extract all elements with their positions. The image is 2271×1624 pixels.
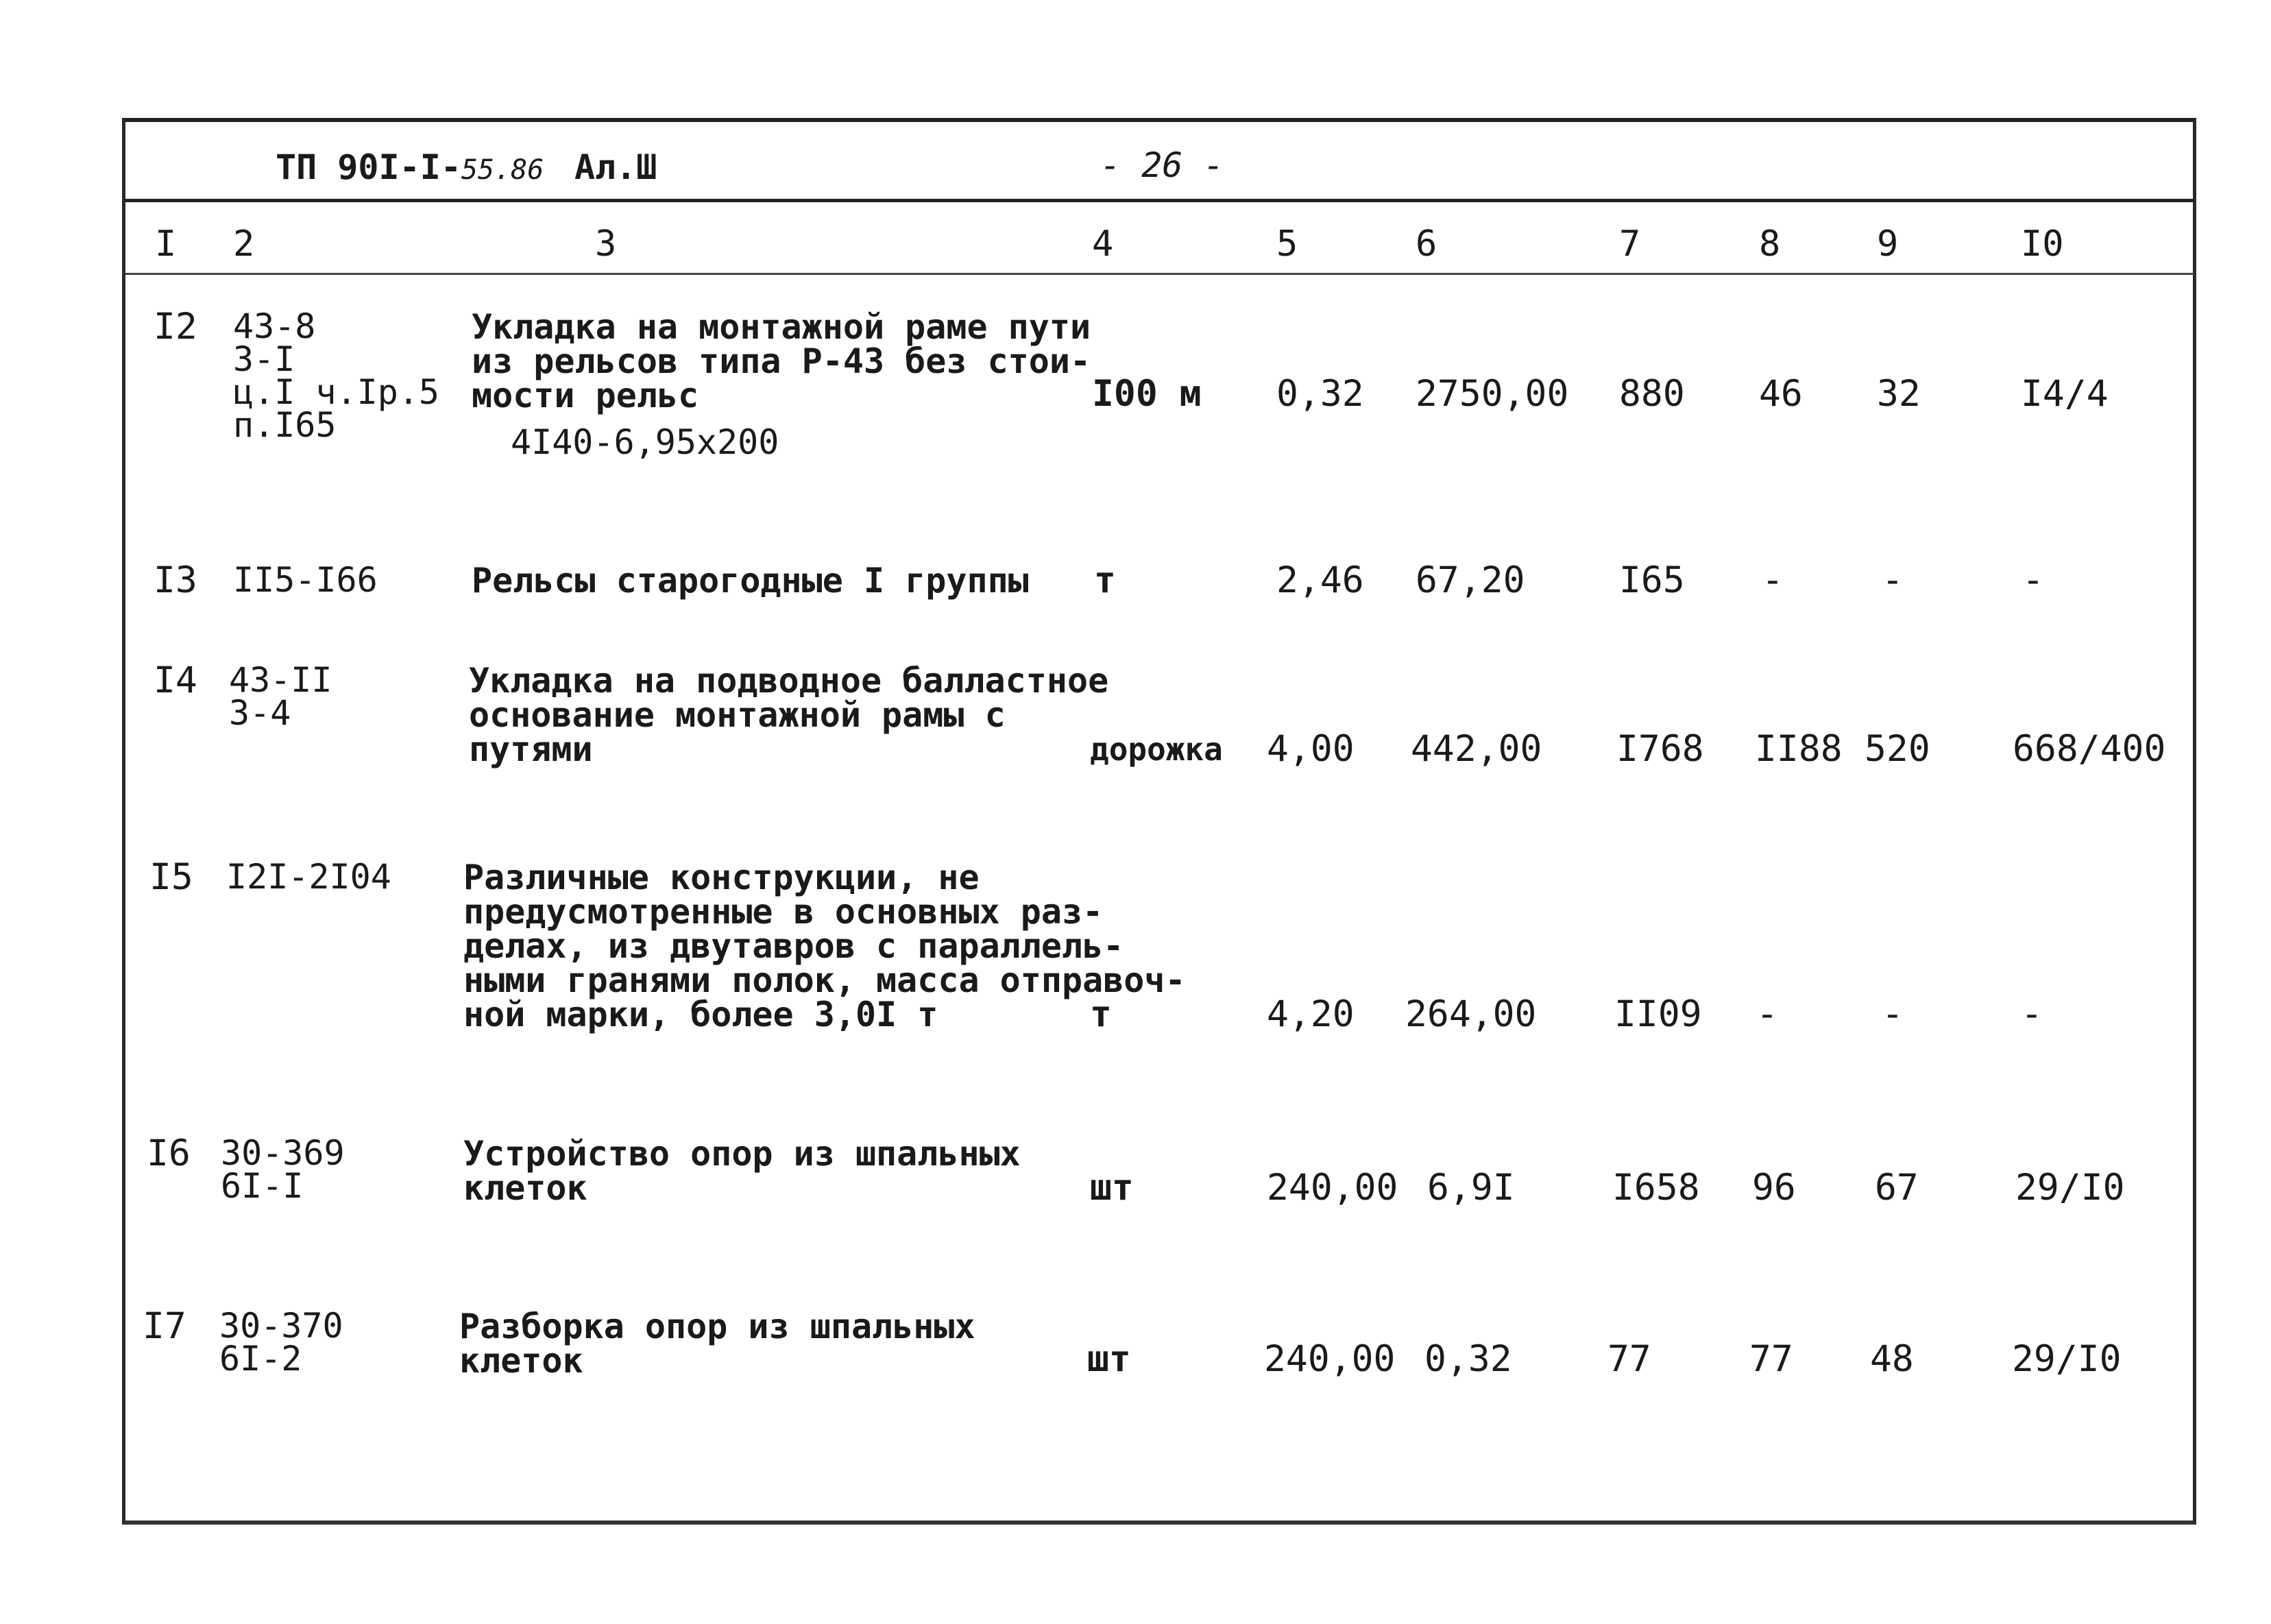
col-9-value: 67: [1875, 1167, 1919, 1209]
col-10-value: 29/I0: [2015, 1167, 2125, 1209]
ref-line: 6I-I: [221, 1166, 304, 1206]
total-cost: I658: [1612, 1167, 1700, 1209]
row-number: I2: [154, 306, 197, 348]
norm-reference: [226, 857, 391, 897]
col-10-value: I4/4: [2021, 373, 2109, 415]
col-header-10: I0: [2021, 223, 2064, 265]
col-10-value: -: [2022, 559, 2044, 601]
col-header-9: 9: [1877, 223, 1899, 265]
work-description: [463, 858, 1186, 1035]
col-header-3: 3: [595, 223, 617, 265]
doc-code-main: ТП 90I-I-: [276, 147, 461, 187]
quantity: 4,20: [1267, 993, 1355, 1035]
work-description: [469, 661, 1109, 769]
row-number: I4: [154, 659, 197, 701]
desc-line: делах, из двутавров с параллель-: [463, 926, 1124, 966]
col-9-value: 520: [1865, 728, 1930, 770]
norm-reference: [219, 1306, 343, 1379]
col-header-5: 5: [1276, 223, 1298, 265]
desc-line: из рельсов типа Р-43 без стои-: [472, 341, 1091, 381]
ref-line: п.I65: [233, 405, 337, 445]
total-cost: I768: [1616, 728, 1704, 770]
col-10-value: 668/400: [2013, 728, 2166, 770]
work-description: [459, 1307, 975, 1381]
desc-line: мости рельс: [472, 376, 699, 415]
ref-line: ц.I ч.Iр.5: [233, 372, 440, 412]
row-number: I5: [149, 856, 193, 898]
col-header-6: 6: [1416, 223, 1437, 265]
total-cost: 880: [1619, 373, 1685, 415]
norm-reference: [229, 660, 332, 733]
desc-line: клеток: [459, 1341, 583, 1381]
col-9-value: 32: [1877, 373, 1921, 415]
desc-line: Устройство опор из шпальных: [463, 1134, 1021, 1174]
col-8-value: 46: [1759, 373, 1803, 415]
desc-line: Разборка опор из шпальных: [459, 1307, 975, 1346]
work-description: [472, 307, 1091, 415]
ref-line: 43-8: [233, 306, 316, 346]
col-header-8: 8: [1759, 223, 1781, 265]
quantity: 2,46: [1276, 559, 1364, 601]
unit: дорожка: [1090, 731, 1223, 768]
desc-line: предусмотренные в основных раз-: [463, 892, 1104, 932]
unit-price: 442,00: [1411, 728, 1542, 770]
row-number: I7: [143, 1305, 186, 1347]
desc-line: Рельсы старогодные I группы: [472, 561, 1029, 601]
ref-line: 6I-2: [219, 1339, 302, 1379]
col-9-value: -: [1882, 993, 1904, 1035]
unit-price: 6,9I: [1427, 1167, 1515, 1209]
row-number: I6: [147, 1132, 191, 1174]
col-header-7: 7: [1619, 223, 1641, 265]
unit: шт: [1090, 1167, 1134, 1209]
col-8-value: -: [1762, 559, 1784, 601]
col-10-value: -: [2021, 993, 2043, 1035]
quantity: 4,00: [1267, 728, 1355, 770]
total-cost: 77: [1607, 1338, 1651, 1380]
desc-line: основание монтажной рамы с: [469, 695, 1006, 735]
unit: т: [1090, 993, 1112, 1035]
unit-price: 264,00: [1405, 993, 1537, 1035]
col-header-2: 2: [233, 223, 255, 265]
ref-line: 3-I: [233, 339, 295, 379]
unit: шт: [1087, 1338, 1131, 1380]
col-header-1: I: [155, 223, 177, 265]
page-number: - 26 -: [1100, 145, 1224, 185]
norm-reference: [233, 560, 378, 600]
unit-price: 67,20: [1416, 559, 1525, 601]
norm-reference: [233, 306, 440, 445]
ref-line: I2I-2I04: [226, 857, 391, 897]
header-divider: [125, 199, 2194, 202]
desc-line: Различные конструкции, не: [463, 858, 980, 897]
unit-price: 2750,00: [1416, 373, 1569, 415]
unit: I00 м: [1092, 373, 1202, 415]
column-header-divider: [125, 273, 2194, 275]
quantity: 240,00: [1267, 1167, 1398, 1209]
col-10-value: 29/I0: [2012, 1338, 2122, 1380]
desc-line: Укладка на подводное балластное: [469, 661, 1109, 701]
desc-line: путями: [469, 729, 593, 769]
col-8-value: 96: [1752, 1167, 1796, 1209]
ref-line: 30-369: [221, 1133, 345, 1173]
ref-line: 3-4: [229, 693, 291, 733]
total-cost: I65: [1619, 559, 1685, 601]
ref-line: 43-II: [229, 660, 332, 700]
album-label: Ал.Ш: [574, 147, 657, 187]
quantity: 0,32: [1276, 373, 1364, 415]
quantity: 240,00: [1264, 1338, 1396, 1380]
col-9-value: -: [1882, 559, 1904, 601]
col-8-value: II88: [1755, 728, 1843, 770]
unit: т: [1094, 559, 1116, 601]
desc-line: ными гранями полок, масса отправоч-: [463, 960, 1186, 1000]
col-header-4: 4: [1092, 223, 1114, 265]
col-9-value: 48: [1870, 1338, 1914, 1380]
doc-code: [276, 147, 544, 187]
unit-price: 0,32: [1424, 1338, 1512, 1380]
desc-line: Укладка на монтажной раме пути: [472, 307, 1091, 347]
col-8-value: 77: [1749, 1338, 1793, 1380]
work-description: [463, 1134, 1021, 1208]
ref-line: 30-370: [219, 1306, 343, 1346]
doc-code-suffix: 55.86: [461, 154, 544, 186]
total-cost: II09: [1614, 993, 1702, 1035]
row-number: I3: [154, 559, 197, 601]
ref-line: II5-I66: [233, 560, 378, 600]
desc-line: ной марки, более 3,0I т: [463, 995, 938, 1034]
desc-line: клеток: [463, 1168, 587, 1208]
work-description-note: 4I40-6,95х200: [511, 422, 779, 462]
work-description: [472, 561, 1029, 601]
norm-reference: [221, 1133, 345, 1206]
col-8-value: -: [1756, 993, 1778, 1035]
